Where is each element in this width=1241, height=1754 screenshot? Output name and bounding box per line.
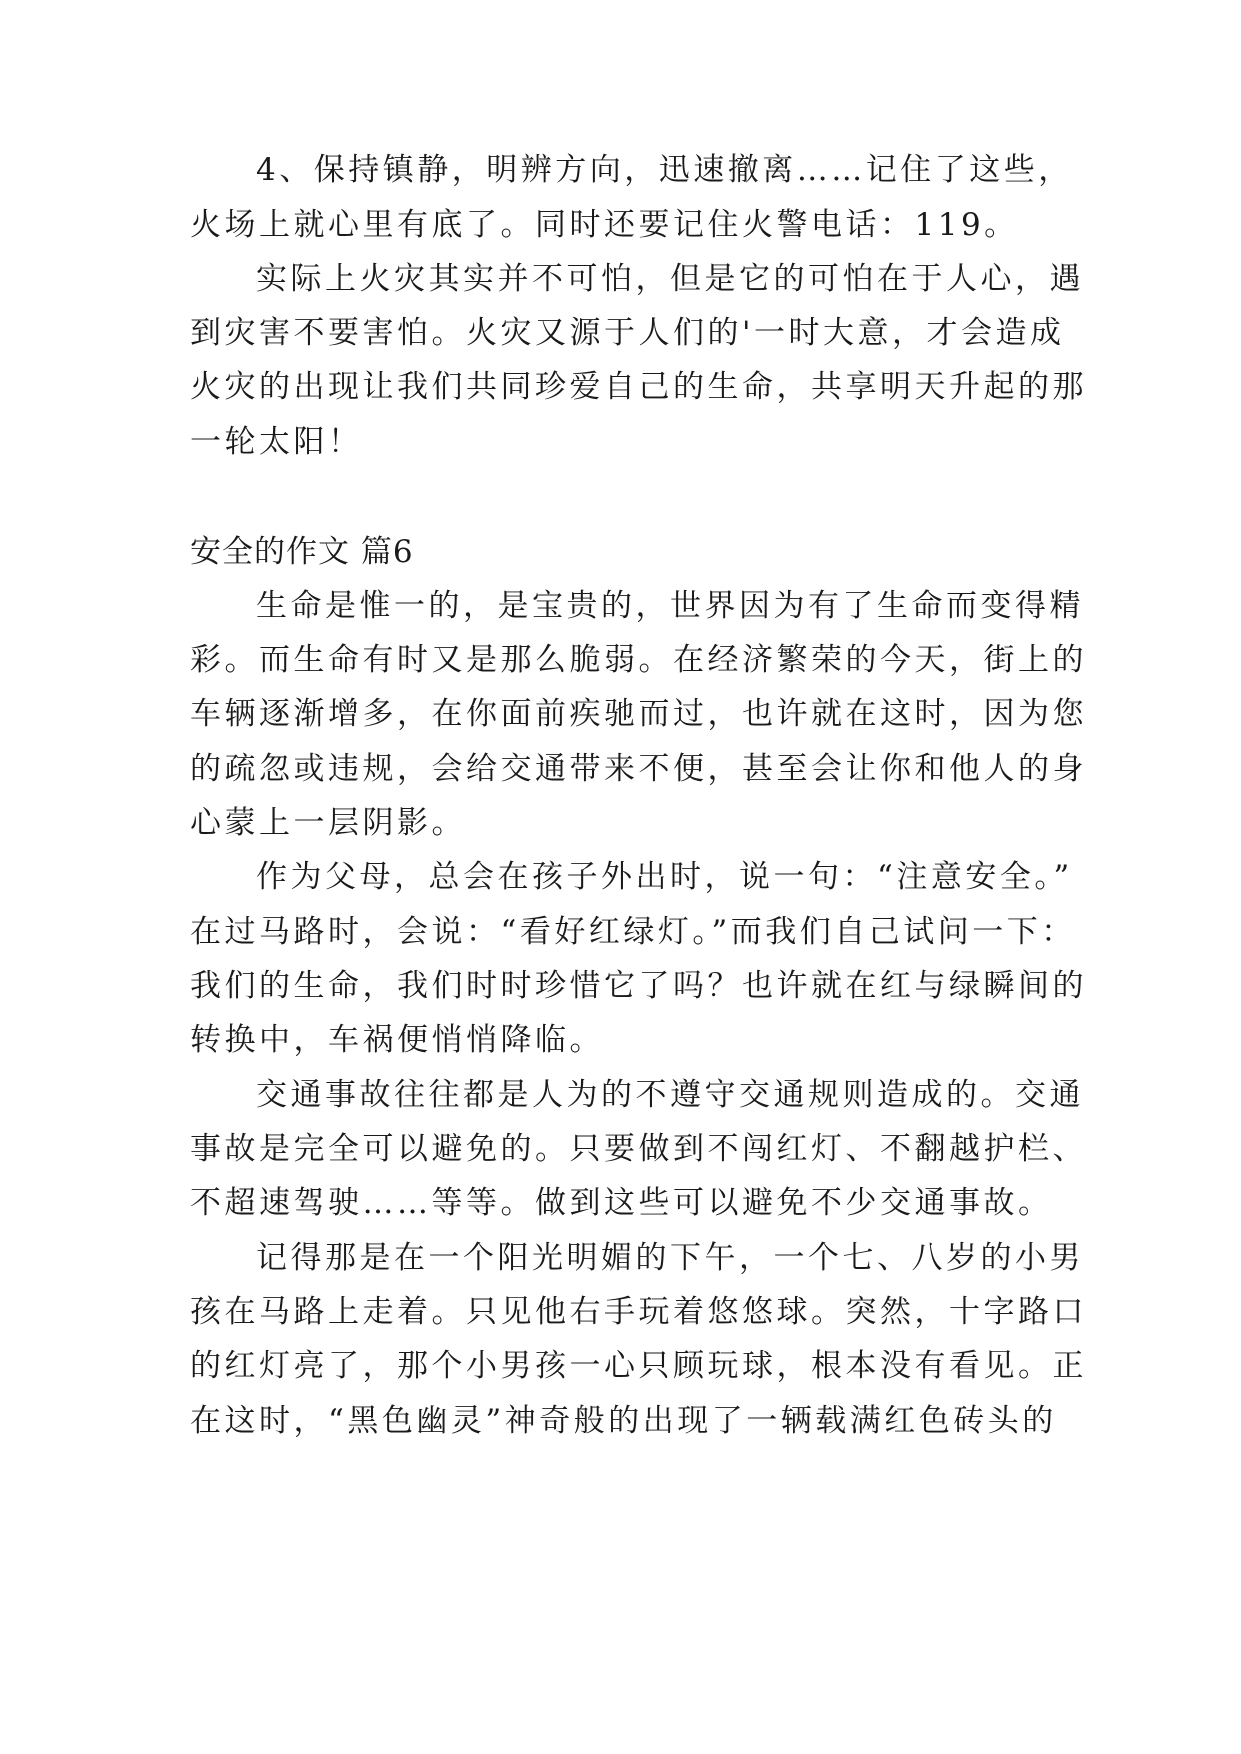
paragraph-line: 生命是惟一的，是宝贵的，世界因为有了生命而变得精 bbox=[256, 588, 1084, 624]
paragraph-line: 的红灯亮了，那个小男孩一心只顾玩球，根本没有看见。正 bbox=[190, 1348, 1087, 1384]
paragraph-line: 转换中，车祸便悄悄降临。 bbox=[190, 1022, 604, 1058]
paragraph-line: 作为父母，总会在孩子外出时，说一句：“注意安全。” bbox=[256, 859, 1073, 895]
paragraph-line: 交通事故往往都是人为的不遵守交通规则造成的。交通 bbox=[256, 1077, 1084, 1113]
paragraph-line: 4、保持镇静，明辨方向，迅速撤离……记住了这些， bbox=[256, 152, 1073, 188]
paragraph-line: 到灾害不要害怕。火灾又源于人们的'一时大意，才会造成 bbox=[190, 315, 1065, 351]
paragraph-line: 心蒙上一层阴影。 bbox=[190, 805, 466, 841]
paragraph-line: 事故是完全可以避免的。只要做到不闯红灯、不翻越护栏、 bbox=[190, 1131, 1087, 1167]
section-heading: 安全的作文 篇6 bbox=[190, 534, 414, 570]
paragraph-line: 彩。而生命有时又是那么脆弱。在经济繁荣的今天，街上的 bbox=[190, 642, 1087, 678]
paragraph-line: 在这时，“黑色幽灵”神奇般的出现了一辆载满红色砖头的 bbox=[190, 1403, 1057, 1439]
paragraph-line: 的疏忽或违规，会给交通带来不便，甚至会让你和他人的身 bbox=[190, 751, 1087, 787]
paragraph-line: 火灾的出现让我们共同珍爱自己的生命，共享明天升起的那 bbox=[190, 369, 1087, 405]
paragraph-line: 在过马路时，会说：“看好红绿灯。”而我们自己试问一下： bbox=[190, 914, 1076, 950]
paragraph-line: 记得那是在一个阳光明媚的下午，一个七、八岁的小男 bbox=[256, 1240, 1084, 1276]
paragraph-line: 不超速驾驶……等等。做到这些可以避免不少交通事故。 bbox=[190, 1185, 1053, 1221]
paragraph-line: 孩在马路上走着。只见他右手玩着悠悠球。突然，十字路口 bbox=[190, 1294, 1087, 1330]
paragraph-line: 实际上火灾其实并不可怕，但是它的可怕在于人心，遇 bbox=[256, 261, 1084, 297]
paragraph-line: 一轮太阳！ bbox=[190, 424, 363, 460]
paragraph-line: 车辆逐渐增多，在你面前疾驰而过，也许就在这时，因为您 bbox=[190, 696, 1087, 732]
paragraph-line: 火场上就心里有底了。同时还要记住火警电话：119。 bbox=[190, 207, 1019, 243]
paragraph-line: 我们的生命，我们时时珍惜它了吗？也许就在红与绿瞬间的 bbox=[190, 968, 1087, 1004]
